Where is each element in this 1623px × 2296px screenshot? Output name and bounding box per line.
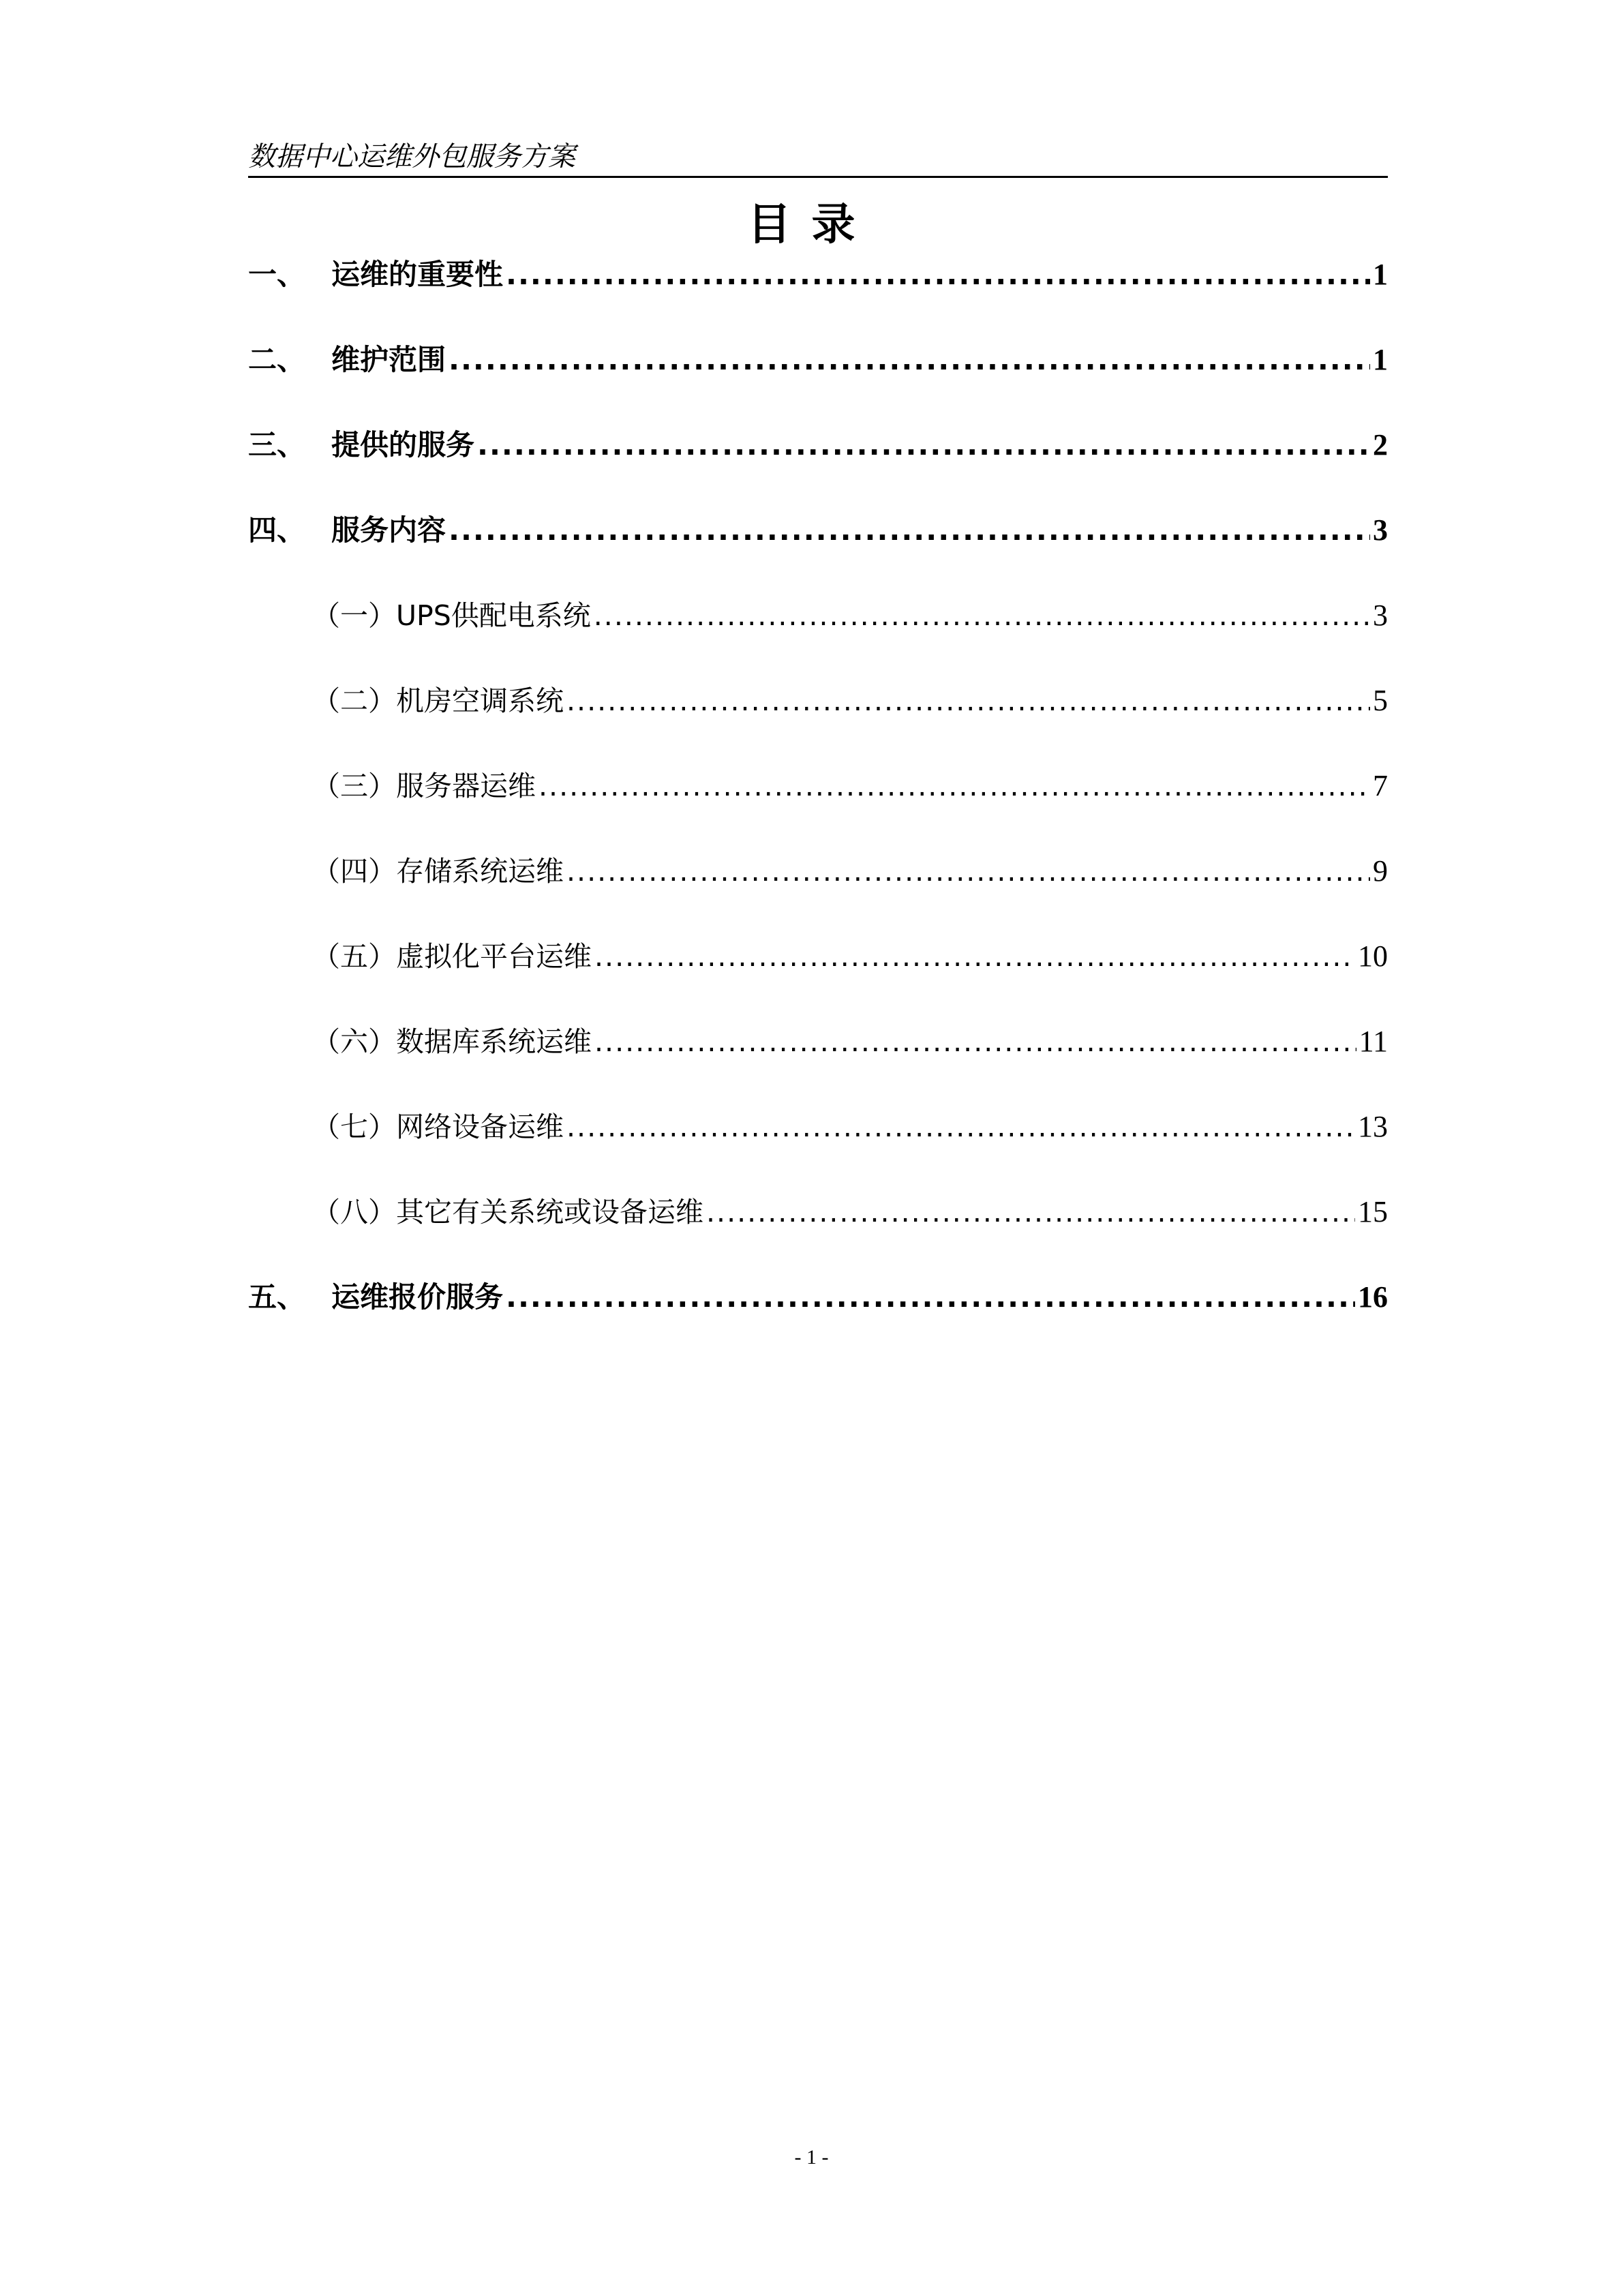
toc-entry-page: 3 [1373,599,1388,632]
header-rule [248,176,1388,178]
toc-entry-number: 三、 [248,428,306,462]
toc-entry-label: （二）机房空调系统 [312,684,564,717]
leader-dots [566,680,1370,721]
leader-dots [449,339,1370,380]
leader-dots [566,1106,1355,1147]
toc-entry-page: 16 [1358,1280,1388,1314]
toc-entry-page: 9 [1373,854,1388,888]
toc-subentry[interactable] [248,766,1388,806]
toc-entry-label: （七）网络设备运维 [312,1111,564,1143]
toc-entry-page: 7 [1373,769,1388,802]
toc-subentry[interactable] [248,1106,1388,1147]
toc-entry-number: 四、 [248,513,306,547]
leader-dots [594,1021,1356,1062]
toc-entry-label: 维护范围 [331,343,446,376]
toc-entry[interactable] [248,254,1388,295]
toc-entry-label: （六）数据库系统运维 [312,1025,592,1058]
leader-dots [449,510,1370,551]
toc-entry[interactable] [248,1277,1388,1318]
toc-subentry[interactable] [248,851,1388,892]
toc-subentry[interactable] [248,936,1388,977]
toc-subentry[interactable] [248,1021,1388,1062]
toc-entry-page: 3 [1373,513,1388,547]
toc-entry-page: 15 [1358,1195,1388,1228]
toc-entry-page: 1 [1373,258,1388,291]
leader-dots [594,936,1355,977]
leader-dots [539,766,1370,806]
running-header: 数据中心运维外包服务方案 [248,141,575,172]
leader-dots [477,425,1370,466]
toc-entry-label: 运维的重要性 [331,258,504,291]
toc-entry-page: 1 [1373,343,1388,376]
toc-entry-label: （四）存储系统运维 [312,855,564,888]
toc-entry-page: 11 [1359,1025,1388,1058]
leader-dots [506,254,1370,295]
leader-dots [506,1277,1355,1318]
toc-entry-label: 提供的服务 [331,428,475,462]
toc-entry-number: 五、 [248,1280,306,1314]
toc-entry-label: 运维报价服务 [331,1280,504,1314]
page-number: - 1 - [794,2146,829,2169]
toc-entry[interactable] [248,339,1388,380]
toc-entry-label: （三）服务器运维 [312,770,536,802]
toc-entry-number: 二、 [248,343,306,376]
leader-dots [594,595,1370,636]
toc-entry-label: （一）UPS供配电系统 [312,599,591,632]
toc-entry[interactable] [248,510,1388,551]
toc-entry[interactable] [248,425,1388,466]
toc-entry-label: 服务内容 [331,513,446,547]
toc-entry-page: 13 [1358,1110,1388,1143]
toc-entry-number: 一、 [248,258,306,291]
toc-subentry[interactable] [248,680,1388,721]
toc-entry-page: 2 [1373,428,1388,462]
leader-dots [706,1192,1355,1233]
leader-dots [566,851,1370,892]
toc-entry-label: （八）其它有关系统或设备运维 [312,1196,703,1228]
toc-entry-label: （五）虚拟化平台运维 [312,940,592,973]
toc-title: 目录 [747,200,876,250]
toc-entry-page: 10 [1358,939,1388,973]
toc-entry-page: 5 [1373,684,1388,717]
toc-subentry[interactable] [248,1192,1388,1233]
toc-subentry[interactable] [248,595,1388,636]
